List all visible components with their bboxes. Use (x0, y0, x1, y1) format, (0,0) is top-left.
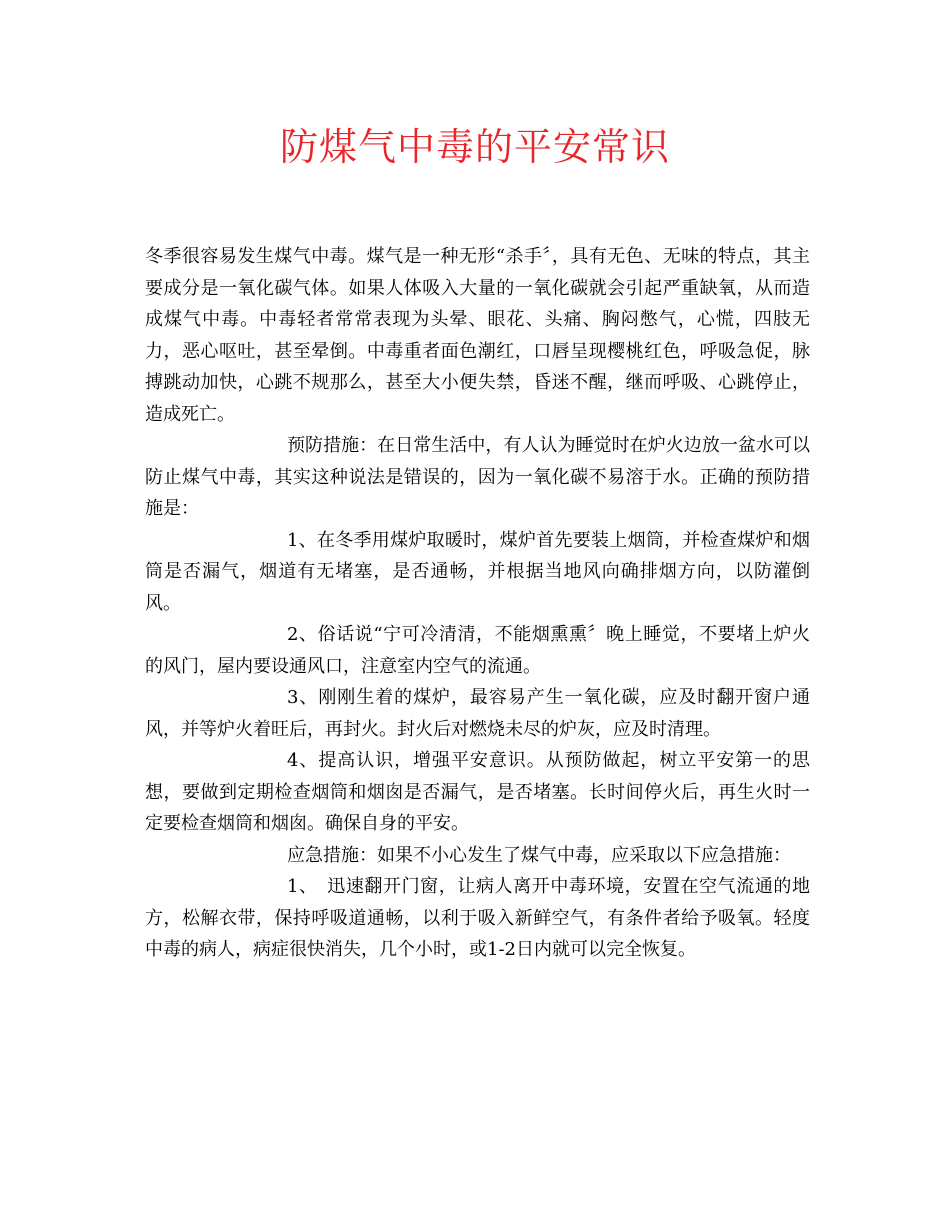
document-body (145, 241, 810, 966)
prevention-step-1: 1、在冬季用煤炉取暖时，煤炉首先要装上烟筒，并检查煤炉和烟筒是否漏气，烟道有无堵塞，是否通畅，并根据当地风向确排烟方向，以防灌倒风。 (145, 529, 810, 614)
page-title: 防煤气中毒的平安常识 (279, 125, 670, 169)
prevention-step-4: 4、提高认识，增强平安意识。从预防做起，树立平安第一的思想，要做到定期检查烟筒和烟囱是否漏气，是否堵塞。长时间停火后，再生火时一定要检查烟筒和烟囱。确保自身的平安。 (145, 750, 810, 834)
emergency-step-1: 1、 迅速翻开门窗，让病人离开中毒环境，安置在空气流通的地方，松解衣带，保持呼吸道通畅，以利于吸入新鲜空气，有条件者给予吸氧。轻度中毒的病人，病症很快消失，几个小时，或1-2日内就可以完全恢复。 (145, 876, 810, 960)
prevention-step-3: 3、刚刚生着的煤炉，最容易产生一氧化碳，应及时翻开窗户通风，并等炉火着旺后，再封火。封火后对燃烧未尽的炉灰，应及时清理。 (145, 687, 810, 740)
prevention-intro-paragraph: 预防措施：在日常生活中，有人认为睡觉时在炉火边放一盆水可以防止煤气中毒，其实这种说法是错误的，因为一氧化碳不易溶于水。正确的预防措施是： (145, 435, 810, 519)
emergency-intro-paragraph: 应急措施：如果不小心发生了煤气中毒，应采取以下应急措施： (287, 844, 791, 866)
intro-paragraph: 冬季很容易发生煤气中毒。煤气是一种无形“杀手〞，具有无色、无味的特点，其主要成分是一氧化碳气体。如果人体吸入大量的一氧化碳就会引起严重缺氧，从而造成煤气中毒。中毒轻者常常表现为头晕、眼花、头痛、胸闷憋气，心慌，四肢无力，恶心呕吐，甚至晕倒。中毒重者面色潮红，口唇呈现樱桃红色，呼吸急促，脉搏跳动加快，心跳不规那么，甚至大小便失禁，昏迷不醒，继而呼吸、心跳停止，造成死亡。 (145, 246, 810, 425)
prevention-step-2: 2、俗话说“宁可冷清清，不能烟熏熏〞晚上睡觉，不要堵上炉火的风门，屋内要设通风口，注意室内空气的流通。 (145, 624, 810, 677)
